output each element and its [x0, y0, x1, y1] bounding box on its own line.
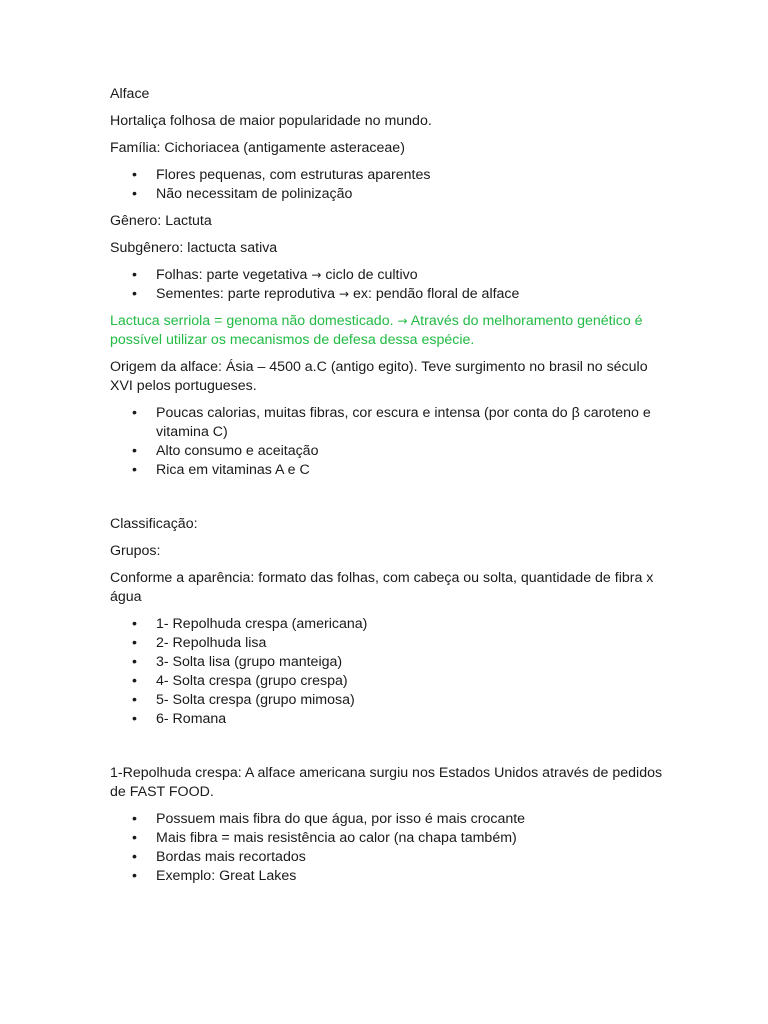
repolhuda-paragraph: 1-Repolhuda crespa: A alface americana surgiu nos Estados Unidos através de pedidos de FAST FOOD.	[110, 765, 663, 800]
list-item: • Bordas mais recortados	[156, 848, 670, 867]
list-item: • Alto consumo e aceitação	[156, 442, 670, 461]
list-item-text: Folhas: parte vegetativa	[156, 267, 308, 283]
familia-paragraph: Família: Cichoriacea (antigamente asteraceae)	[110, 140, 405, 156]
list-item: • Exemplo: Great Lakes	[156, 867, 670, 886]
list-item: • Não necessitam de polinização	[156, 185, 670, 204]
list-item: • Possuem mais fibra do que água, por isso é mais crocante	[156, 810, 670, 829]
document-title: Alface	[110, 86, 150, 102]
arrow-right-icon: →	[397, 314, 408, 328]
subgenero-paragraph: Subgênero: lactucta sativa	[110, 240, 278, 256]
list-item-text: ex: pendão floral de alface	[349, 286, 520, 302]
list-item: • 1- Repolhuda crespa (americana)	[156, 615, 670, 634]
list-item-text: ciclo de cultivo	[321, 267, 418, 283]
grupos-heading: Grupos:	[110, 543, 161, 559]
arrow-right-icon: →	[338, 287, 350, 301]
arrow-right-icon: →	[311, 268, 322, 282]
repolhuda-list	[110, 810, 670, 886]
spacer	[110, 488, 670, 515]
list-item: • Rica em vitaminas A e C	[156, 461, 670, 480]
origem-paragraph: Origem da alface: Ásia – 4500 a.C (antigo egito). Teve surgimento no brasil no século XVI pelos portugueses.	[110, 359, 648, 394]
grupos-list	[110, 615, 670, 729]
list-item: • 4- Solta crespa (grupo crespa)	[156, 672, 670, 691]
list-item: • 6- Romana	[156, 710, 670, 729]
list-item: • Poucas calorias, muitas fibras, cor escura e intensa (por conta do β caroteno e vitamina C)	[156, 404, 670, 442]
spacer	[110, 737, 670, 764]
list-item: • Mais fibra = mais resistência ao calor (na chapa também)	[156, 829, 670, 848]
list-item: • 3- Solta lisa (grupo manteiga)	[156, 653, 670, 672]
familia-list	[110, 166, 670, 204]
origem-list	[110, 404, 670, 480]
list-item-text: Sementes: parte reprodutiva	[156, 286, 336, 302]
aparencia-paragraph: Conforme a aparência: formato das folhas, com cabeça ou solta, quantidade de fibra x água	[110, 570, 654, 605]
intro-paragraph: Hortaliça folhosa de maior popularidade no mundo.	[110, 113, 432, 129]
list-item: • Flores pequenas, com estruturas aparentes	[156, 166, 670, 185]
list-item	[156, 266, 670, 285]
green-note-paragraph	[110, 312, 670, 350]
note-text: Através do melhoramento genético é possível utilizar os mecanismos de defesa dessa espécie.	[110, 313, 643, 348]
list-item: • 5- Solta crespa (grupo mimosa)	[156, 691, 670, 710]
classificacao-heading: Classificação:	[110, 516, 198, 532]
document-body	[110, 85, 670, 894]
subgenero-list	[110, 266, 670, 304]
list-item	[156, 285, 670, 304]
note-text: Lactuca serriola = genoma não domesticado.	[110, 313, 398, 329]
list-item: • 2- Repolhuda lisa	[156, 634, 670, 653]
genero-paragraph: Gênero: Lactuta	[110, 213, 212, 229]
